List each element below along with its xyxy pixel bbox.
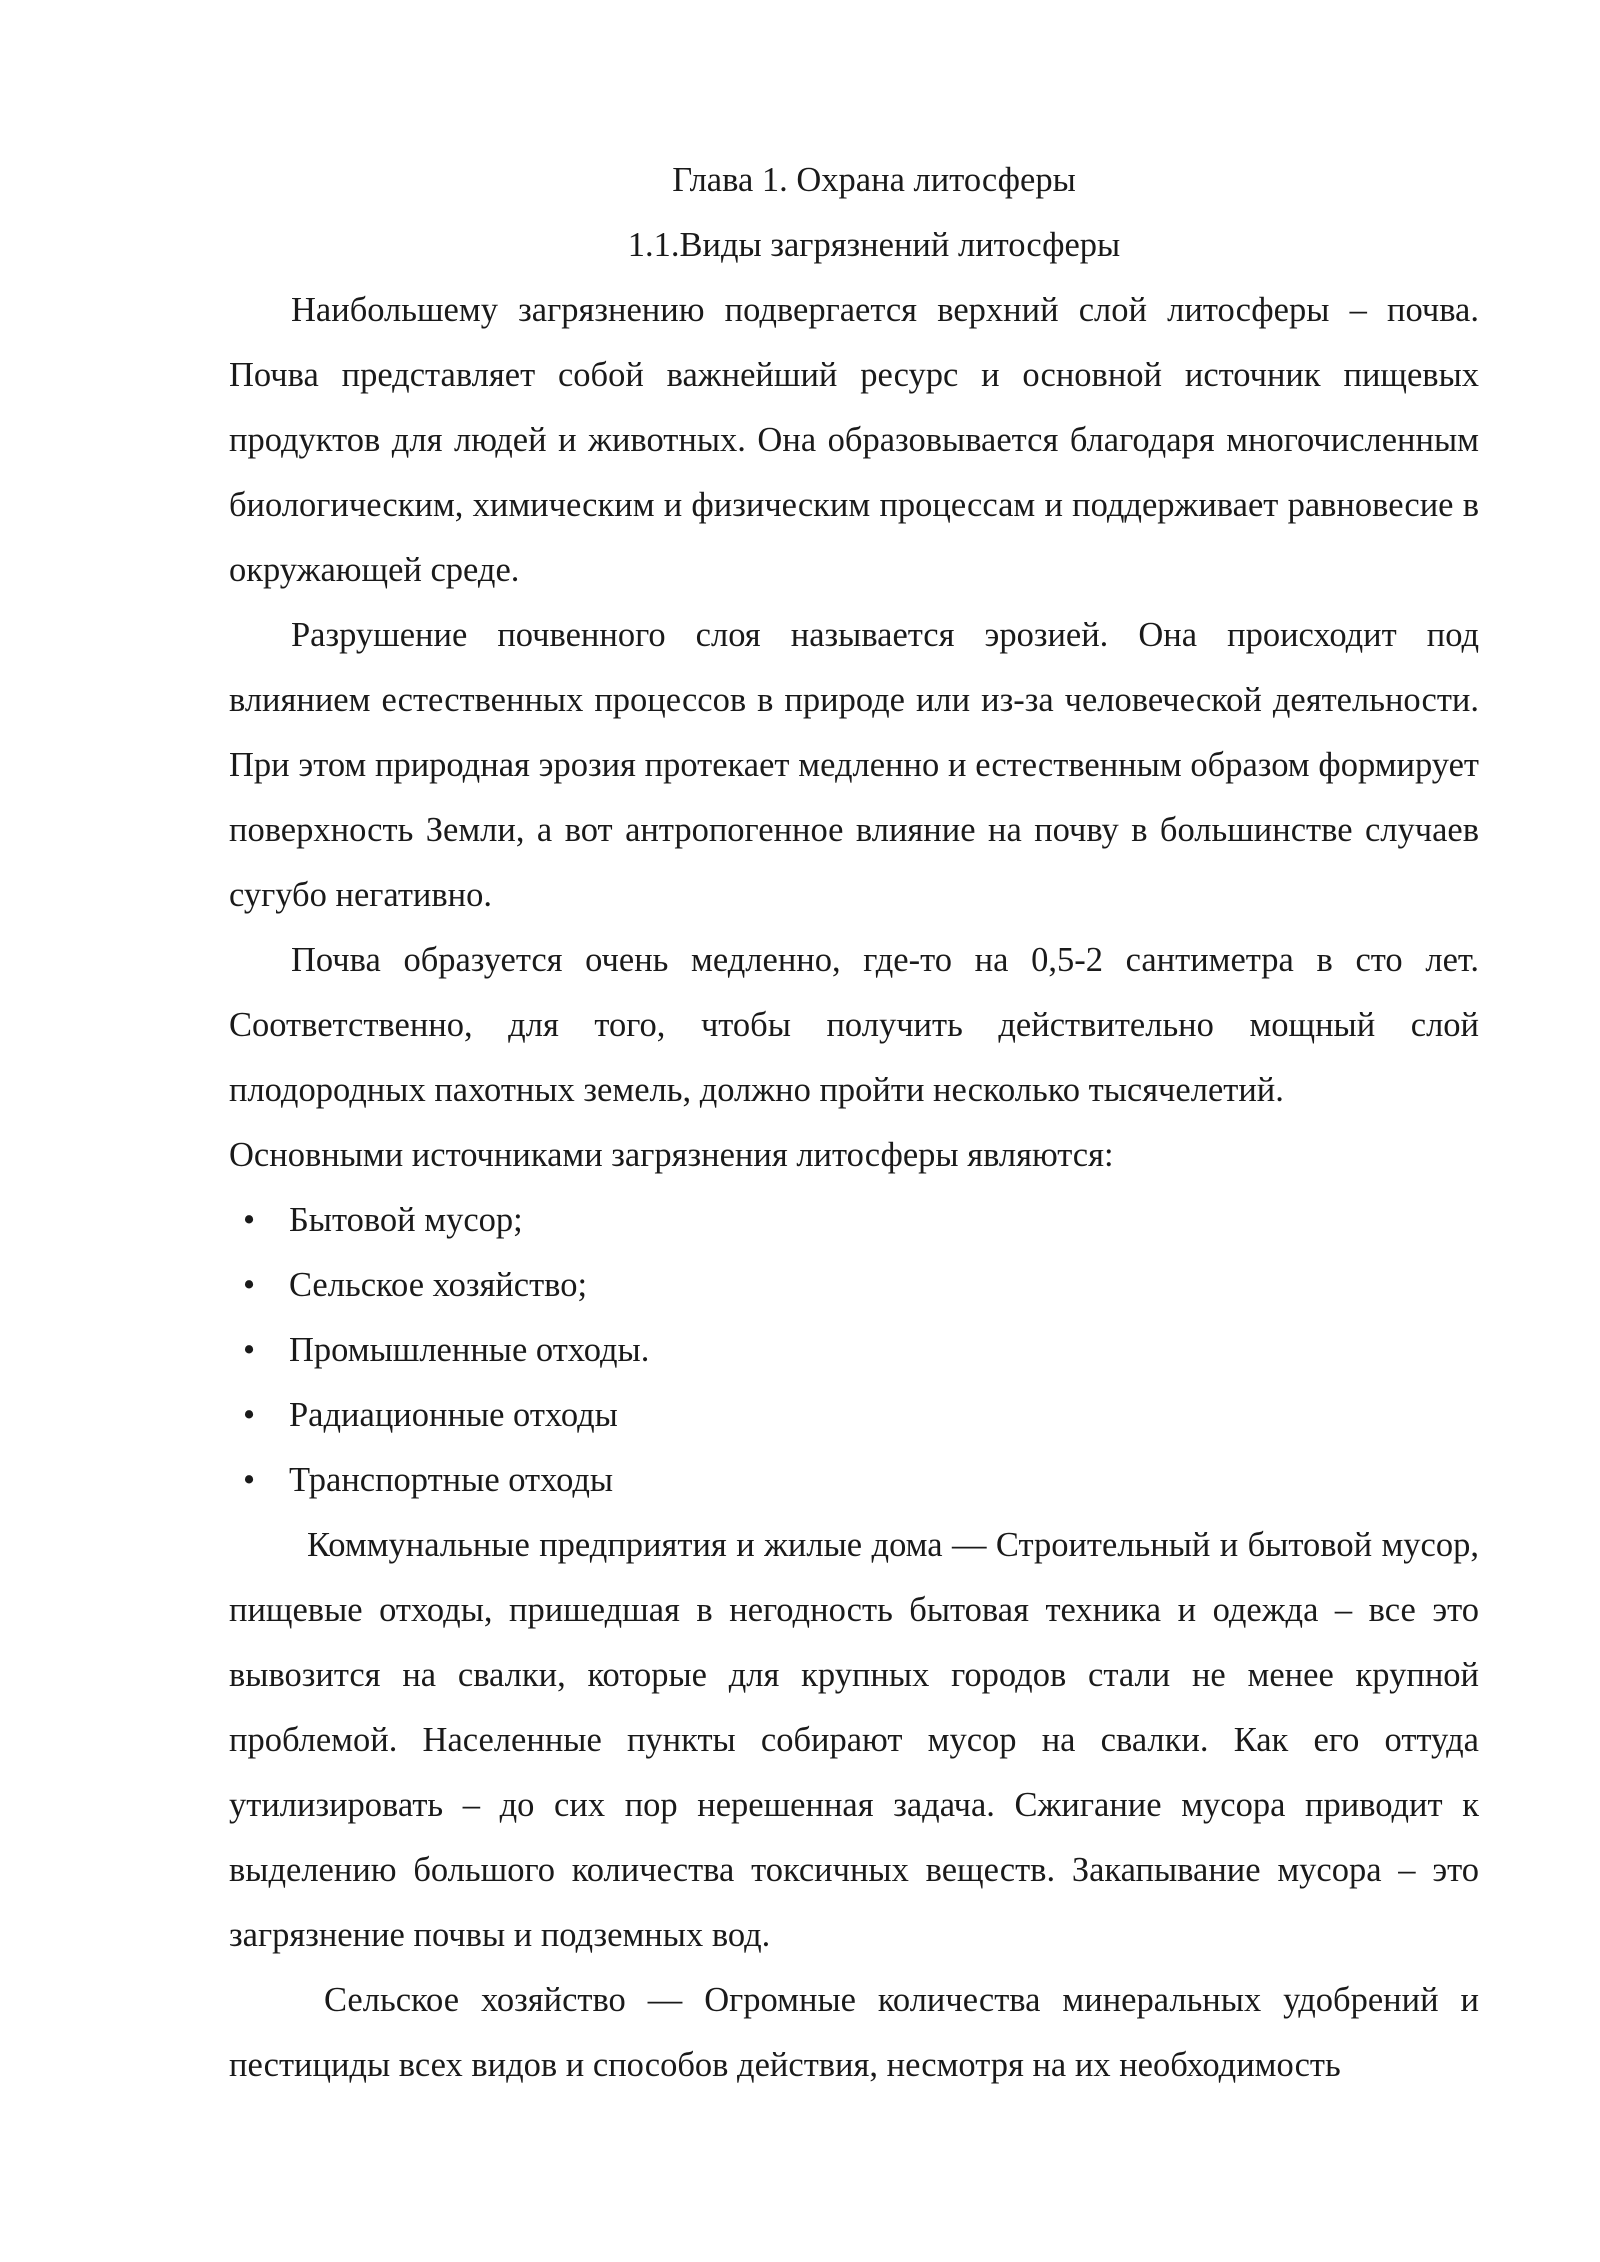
bullet-icon: •	[243, 1266, 256, 1304]
list-item-label: Радиационные отходы	[289, 1396, 618, 1434]
chapter-title: Глава 1. Охрана литосферы	[672, 161, 1076, 199]
bullet-icon: •	[243, 1331, 256, 1369]
list-intro: Основными источниками загрязнения литосферы являются:	[229, 1136, 1114, 1174]
section-title: 1.1.Виды загрязнений литосферы	[627, 226, 1121, 264]
list-item-label: Сельское хозяйство;	[289, 1266, 588, 1304]
list-item	[229, 1188, 1479, 1253]
list-item	[229, 1318, 1479, 1383]
list-item-label: Бытовой мусор;	[289, 1201, 523, 1239]
pollution-sources-list	[229, 1188, 1479, 1513]
list-item-label: Промышленные отходы.	[289, 1331, 650, 1369]
paragraph-soil-pollution: Наибольшему загрязнению подвергается верхний слой литосферы – почва. Почва представляет собой важнейший ресурс и основной источник пищевых продуктов для людей и животных. Она образовывается благодаря многочисленным биологическим, химическим и физическим процессам и поддерживает равновесие в окружающей среде.	[229, 291, 1479, 589]
paragraph-soil-formation: Почва образуется очень медленно, где-то на 0,5-2 сантиметра в сто лет. Соответственно, для того, чтобы получить действительно мощный слой плодородных пахотных земель, должно пройти несколько тысячелетий.	[229, 941, 1479, 1109]
list-item	[229, 1253, 1479, 1318]
list-item	[229, 1448, 1479, 1513]
paragraph-agriculture: Сельское хозяйство — Огромные количества минеральных удобрений и пестициды всех видов и способов действия, несмотря на их необходимость	[229, 1981, 1479, 2084]
paragraph-communal-waste: Коммунальные предприятия и жилые дома — Строительный и бытовой мусор, пищевые отходы, пришедшая в негодность бытовая техника и одежда – все это вывозится на свалки, которые для крупных городов стали не менее крупной проблемой. Населенные пункты собирают мусор на свалки. Как его оттуда утилизировать – до сих пор нерешенная задача. Сжигание мусора приводит к выделению большого количества токсичных веществ. Закапывание мусора – это загрязнение почвы и подземных вод.	[229, 1526, 1479, 1954]
list-item	[229, 1383, 1479, 1448]
bullet-icon: •	[243, 1461, 256, 1499]
bullet-icon: •	[243, 1396, 256, 1434]
paragraph-erosion: Разрушение почвенного слоя называется эрозией. Она происходит под влиянием естественных процессов в природе или из-за человеческой деятельности. При этом природная эрозия протекает медленно и естественным образом формирует поверхность Земли, а вот антропогенное влияние на почву в большинстве случаев сугубо негативно.	[229, 616, 1479, 914]
bullet-icon: •	[243, 1201, 256, 1239]
list-item-label: Транспортные отходы	[289, 1461, 614, 1499]
document-body	[229, 148, 1479, 2098]
